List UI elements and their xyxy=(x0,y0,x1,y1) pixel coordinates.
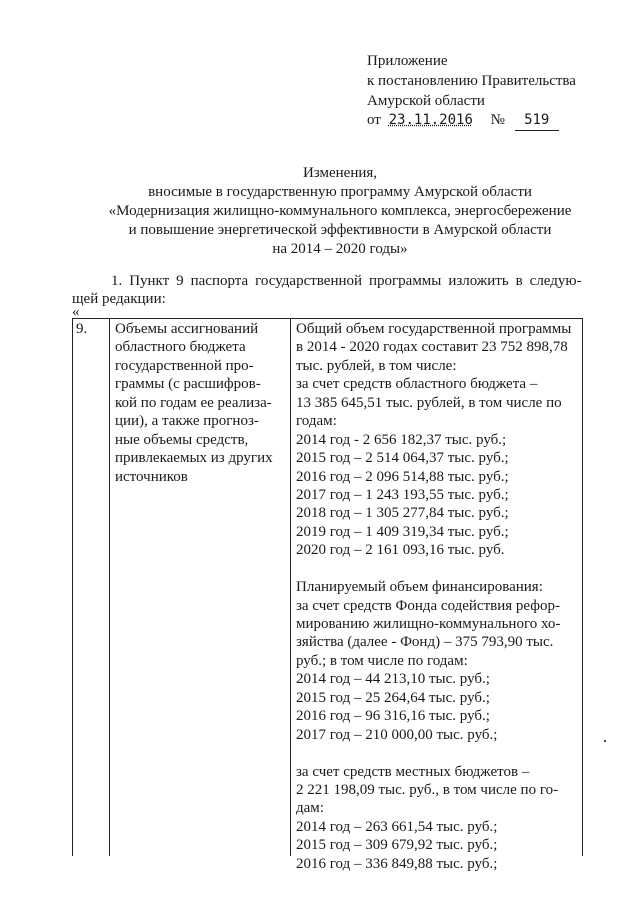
value-line: 2016 год – 336 849,88 тыс. руб.; xyxy=(296,855,498,872)
table-column-divider-2 xyxy=(290,318,291,856)
value-line: 2020 год – 2 161 093,16 тыс. руб. xyxy=(296,542,505,559)
value-line: Общий объем государственной программы xyxy=(296,321,572,337)
value-line: 2014 год – 263 661,54 тыс. руб.; xyxy=(296,818,498,835)
value-line xyxy=(296,560,571,578)
row-number: 9. xyxy=(76,321,88,337)
appendix-date-line xyxy=(367,110,559,131)
table-top-border xyxy=(72,318,582,319)
decree-number: 519 xyxy=(515,110,559,131)
value-line: 2014 год – 44 213,10 тыс. руб.; xyxy=(296,671,490,688)
label-line: ции), а также прогноз- xyxy=(115,413,259,430)
value-line: 2017 год – 210 000,00 тыс. руб.; xyxy=(296,726,498,743)
label-line: государственной про- xyxy=(115,357,254,374)
value-line: за счет средств местных бюджетов – xyxy=(296,763,530,780)
value-line: 2019 год – 1 409 319,34 тыс. руб.; xyxy=(296,523,509,540)
value-line: 2 221 198,09 тыс. руб., в том числе по го- xyxy=(296,781,559,798)
value-line: 2015 год – 25 264,64 тыс. руб.; xyxy=(296,689,490,706)
value-line: мированию жилищно-коммунального хо- xyxy=(296,616,561,632)
label-line: ные объемы средств, xyxy=(115,431,249,448)
value-line: годам: xyxy=(296,413,337,430)
appendix-decree: к постановлению Правительства xyxy=(367,73,576,89)
value-line xyxy=(296,744,571,762)
title-line-3: «Модернизация жилищно-коммунального комплекса, энергосбережение xyxy=(108,203,572,219)
title-line-2: вносимые в государственную программу Амурской области xyxy=(148,184,532,200)
value-line: 2017 год – 1 243 193,55 тыс. руб.; xyxy=(296,486,509,503)
value-line: руб.; в том числе по годам: xyxy=(296,652,468,669)
label-line: областного бюджета xyxy=(115,339,246,356)
value-line: 13 385 645,51 тыс. рублей, в том числе по xyxy=(296,394,562,411)
value-line: 2015 год – 309 679,92 тыс. руб.; xyxy=(296,837,498,854)
appendix-region: Амурской области xyxy=(367,93,485,109)
value-line: 2018 год – 1 305 277,84 тыс. руб.; xyxy=(296,505,509,522)
value-line: 2015 год – 2 514 064,37 тыс. руб.; xyxy=(296,450,509,467)
value-column xyxy=(296,320,571,873)
value-line: дам: xyxy=(296,800,324,817)
title-line-5: на 2014 – 2020 годы» xyxy=(272,241,408,257)
date-prefix: от xyxy=(367,112,381,128)
label-line: привлекаемых из других xyxy=(115,450,273,467)
value-line: Планируемый объем финансирования: xyxy=(296,579,543,596)
label-line: граммы (с расшифров- xyxy=(115,376,261,393)
label-line: источников xyxy=(115,468,188,485)
value-line: зяйства (далее - Фонд) – 375 793,90 тыс. xyxy=(296,634,554,651)
value-line: за счет средств Фонда содействия рефор- xyxy=(296,597,560,614)
value-line: 2014 год - 2 656 182,37 тыс. руб.; xyxy=(296,431,507,448)
opening-quote: « xyxy=(72,304,80,320)
number-prefix: № xyxy=(490,112,505,128)
value-line: за счет средств областного бюджета – xyxy=(296,376,538,393)
value-line: 2016 год – 96 316,16 тыс. руб.; xyxy=(296,708,490,725)
title-line-1: Изменения, xyxy=(302,165,378,181)
intro-line-2: щей редакции: xyxy=(72,291,166,307)
intro-line-1: 1. Пункт 9 паспорта государственной программы изложить в следую- xyxy=(111,273,582,289)
decree-date: 23.11.2016 xyxy=(388,112,473,128)
appendix-title: Приложение xyxy=(367,53,448,69)
title-line-4: и повышение энергетической эффективности в Амурской области xyxy=(128,222,552,238)
table-column-divider-1 xyxy=(109,318,110,856)
label-column xyxy=(115,320,273,486)
value-line: в 2014 - 2020 годах составит 23 752 898,78 xyxy=(296,339,568,356)
table-left-border xyxy=(72,318,73,856)
table-right-border xyxy=(582,318,583,856)
scan-mark xyxy=(604,740,606,742)
label-line: кой по годам ее реализа- xyxy=(115,394,272,411)
label-line: Объемы ассигнований xyxy=(115,321,259,337)
value-line: 2016 год – 2 096 514,88 тыс. руб.; xyxy=(296,468,509,485)
value-line: тыс. рублей, в том числе: xyxy=(296,357,457,374)
